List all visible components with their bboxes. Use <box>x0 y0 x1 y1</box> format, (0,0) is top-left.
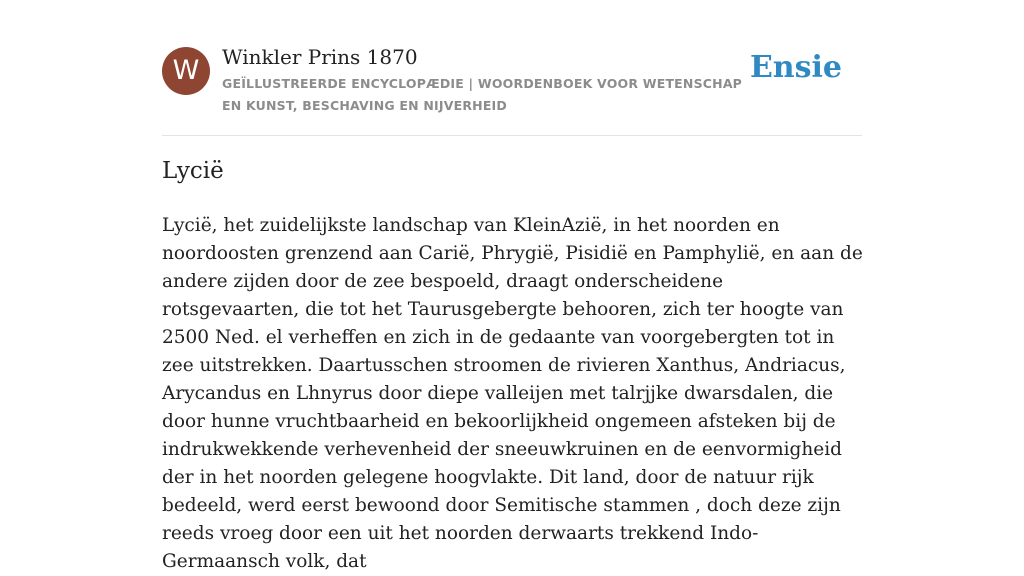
source-header <box>162 44 862 136</box>
header-divider <box>162 135 862 136</box>
ensie-logo[interactable]: Ensie <box>749 50 842 85</box>
entry-body: Lycië, het zuidelijkste landschap van KleinAzië, in het noorden en noordoosten grenzend aan Carië, Phrygië, Pisidië en Pamphylië, en aan de andere zijden door de zee bespoeld, draagt onderscheidene rotsgevaarten, die tot het Taurusgebergte behooren, zich ter hoogte van 2500 Ned. el verheffen en zich in de gedaante van voorgebergten tot in zee uitstrekken. Daartusschen stroomen de rivieren Xanthus, Andriacus, Arycandus en Lhnyrus door diepe valleijen met talrjjke dwarsdalen, die door hunne vruchtbaarheid en bekoorlijkheid ongemeen afsteken bij de indrukwekkende verhevenheid der sneeuwkruinen en de eenvormigheid der in het noorden gelegene hoogvlakte. Dit land, door de natuur rijk bedeeld, werd eerst bewoond door Semitische stammen , doch deze zijn reeds vroeg door een uit het noorden derwaarts trekkend Indo-Germaansch volk, dat <box>162 215 863 572</box>
entry-title: Lycië <box>162 158 224 184</box>
source-title[interactable]: Winkler Prins 1870 <box>222 45 418 69</box>
source-subtitle: GEÏLLUSTREERDE ENCYCLOPÆDIE | WOORDENBOEK VOOR WETENSCHAP EN KUNST, BESCHAVING EN NIJVERHEID <box>222 76 743 113</box>
avatar[interactable]: W <box>162 47 210 95</box>
